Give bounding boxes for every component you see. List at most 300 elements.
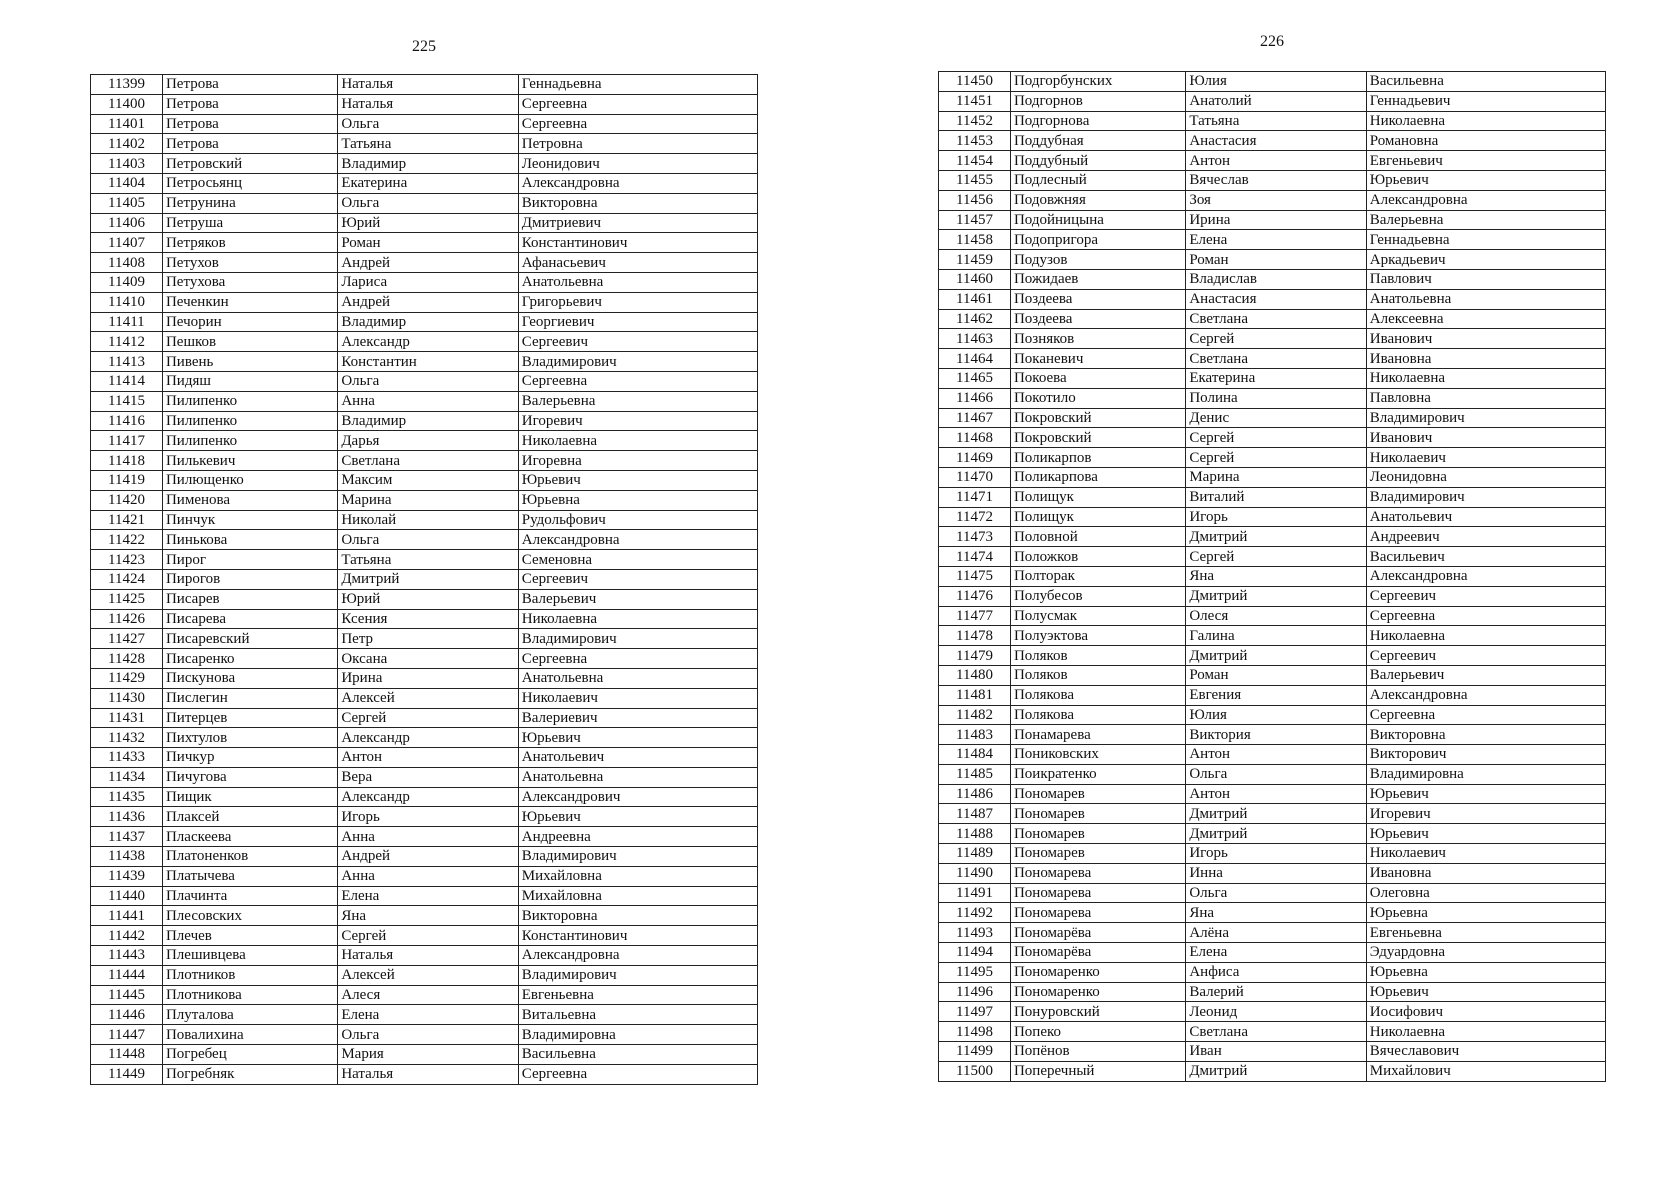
row-number: 11481	[939, 685, 1011, 705]
table-row	[91, 134, 758, 154]
surname-cell: Поперечный	[1010, 1061, 1185, 1081]
given-name-cell: Дмитрий	[1186, 824, 1366, 844]
row-number: 11477	[939, 606, 1011, 626]
row-number: 11464	[939, 349, 1011, 369]
row-number: 11480	[939, 665, 1011, 685]
given-name-cell: Яна	[338, 906, 518, 926]
table-row	[91, 391, 758, 411]
given-name-cell: Ольга	[338, 371, 518, 391]
given-name-cell: Александр	[338, 728, 518, 748]
row-number: 11424	[91, 569, 163, 589]
table-row	[91, 926, 758, 946]
given-name-cell: Сергей	[338, 708, 518, 728]
surname-cell: Пименова	[162, 490, 337, 510]
row-number: 11490	[939, 863, 1011, 883]
given-name-cell: Дмитрий	[1186, 1061, 1366, 1081]
surname-cell: Пичугова	[162, 767, 337, 787]
given-name-cell: Юрий	[338, 589, 518, 609]
patronymic-cell: Валерьевна	[518, 391, 757, 411]
surname-cell: Покровский	[1010, 408, 1185, 428]
surname-cell: Петровский	[162, 154, 337, 174]
given-name-cell: Инна	[1186, 863, 1366, 883]
patronymic-cell: Викторович	[1366, 745, 1605, 765]
patronymic-cell: Николаевич	[518, 688, 757, 708]
row-number: 11437	[91, 827, 163, 847]
given-name-cell: Ксения	[338, 609, 518, 629]
row-number: 11473	[939, 527, 1011, 547]
patronymic-cell: Иосифович	[1366, 1002, 1605, 1022]
given-name-cell: Юрий	[338, 213, 518, 233]
given-name-cell: Роман	[1186, 250, 1366, 270]
table-row	[91, 253, 758, 273]
surname-cell: Пономарев	[1010, 824, 1185, 844]
table-row	[91, 510, 758, 530]
table-row	[939, 962, 1606, 982]
surname-cell: Покотило	[1010, 388, 1185, 408]
patronymic-cell: Владимирович	[1366, 487, 1605, 507]
row-number: 11441	[91, 906, 163, 926]
table-row	[91, 451, 758, 471]
patronymic-cell: Сергеевна	[518, 371, 757, 391]
surname-cell: Положков	[1010, 547, 1185, 567]
row-number: 11482	[939, 705, 1011, 725]
given-name-cell: Наталья	[338, 94, 518, 114]
patronymic-cell: Александровна	[1366, 190, 1605, 210]
table-row	[91, 530, 758, 550]
table-row	[939, 329, 1606, 349]
surname-cell: Подойницына	[1010, 210, 1185, 230]
row-number: 11492	[939, 903, 1011, 923]
given-name-cell: Анастасия	[1186, 131, 1366, 151]
row-number: 11433	[91, 748, 163, 768]
row-number: 11488	[939, 824, 1011, 844]
table-row	[939, 111, 1606, 131]
given-name-cell: Роман	[338, 233, 518, 253]
surname-cell: Пивень	[162, 352, 337, 372]
surname-cell: Пидяш	[162, 371, 337, 391]
table-row	[91, 75, 758, 95]
surname-cell: Пирогов	[162, 569, 337, 589]
given-name-cell: Анфиса	[1186, 962, 1366, 982]
surname-cell: Плечев	[162, 926, 337, 946]
surname-cell: Пихтулов	[162, 728, 337, 748]
patronymic-cell: Владимирович	[518, 847, 757, 867]
given-name-cell: Антон	[338, 748, 518, 768]
given-name-cell: Сергей	[1186, 428, 1366, 448]
table-row	[91, 490, 758, 510]
patronymic-cell: Владимировна	[1366, 764, 1605, 784]
given-name-cell: Татьяна	[1186, 111, 1366, 131]
given-name-cell: Наталья	[338, 946, 518, 966]
given-name-cell: Олеся	[1186, 606, 1366, 626]
row-number: 11475	[939, 566, 1011, 586]
row-number: 11429	[91, 668, 163, 688]
surname-cell: Поляков	[1010, 646, 1185, 666]
patronymic-cell: Юрьевич	[518, 807, 757, 827]
given-name-cell: Елена	[338, 1005, 518, 1025]
patronymic-cell: Владимирович	[518, 352, 757, 372]
given-name-cell: Алексей	[338, 965, 518, 985]
table-row	[939, 903, 1606, 923]
given-name-cell: Полина	[1186, 388, 1366, 408]
patronymic-cell: Евгеньевна	[1366, 923, 1605, 943]
row-number: 11497	[939, 1002, 1011, 1022]
table-row	[939, 448, 1606, 468]
patronymic-cell: Владимирович	[518, 629, 757, 649]
patronymic-cell: Иванович	[1366, 428, 1605, 448]
table-row	[91, 470, 758, 490]
given-name-cell: Антон	[1186, 784, 1366, 804]
row-number: 11410	[91, 292, 163, 312]
surname-cell: Полубесов	[1010, 586, 1185, 606]
table-row	[939, 388, 1606, 408]
patronymic-cell: Анатольевна	[518, 668, 757, 688]
page-number: 225	[412, 38, 436, 55]
patronymic-cell: Юрьевич	[1366, 982, 1605, 1002]
table-row	[939, 824, 1606, 844]
table-row	[939, 487, 1606, 507]
patronymic-cell: Александровна	[518, 530, 757, 550]
given-name-cell: Ирина	[338, 668, 518, 688]
table-row	[91, 767, 758, 787]
patronymic-cell: Васильевич	[1366, 547, 1605, 567]
surname-cell: Петрова	[162, 134, 337, 154]
row-number: 11403	[91, 154, 163, 174]
given-name-cell: Дмитрий	[1186, 646, 1366, 666]
patronymic-cell: Вячеславович	[1366, 1042, 1605, 1062]
table-row	[939, 705, 1606, 725]
patronymic-cell: Анатольевна	[518, 272, 757, 292]
given-name-cell: Денис	[1186, 408, 1366, 428]
patronymic-cell: Павлович	[1366, 269, 1605, 289]
table-row	[939, 764, 1606, 784]
patronymic-cell: Анатольевна	[1366, 289, 1605, 309]
surname-cell: Пищик	[162, 787, 337, 807]
surname-cell: Пилипенко	[162, 391, 337, 411]
row-number: 11428	[91, 649, 163, 669]
patronymic-cell: Юрьевич	[1366, 824, 1605, 844]
given-name-cell: Евгения	[1186, 685, 1366, 705]
surname-cell: Писаревский	[162, 629, 337, 649]
patronymic-cell: Николаевна	[1366, 1022, 1605, 1042]
surname-cell: Пешков	[162, 332, 337, 352]
row-number: 11484	[939, 745, 1011, 765]
table-row	[939, 586, 1606, 606]
row-number: 11432	[91, 728, 163, 748]
patronymic-cell: Ивановна	[1366, 349, 1605, 369]
patronymic-cell: Юрьевна	[518, 490, 757, 510]
table-row	[939, 1042, 1606, 1062]
table-row	[91, 985, 758, 1005]
table-row	[91, 589, 758, 609]
surname-cell: Понамарева	[1010, 725, 1185, 745]
patronymic-cell: Юрьевна	[1366, 962, 1605, 982]
patronymic-cell: Николаевна	[1366, 368, 1605, 388]
surname-cell: Петухов	[162, 253, 337, 273]
row-number: 11465	[939, 368, 1011, 388]
row-number: 11439	[91, 866, 163, 886]
row-number: 11420	[91, 490, 163, 510]
surname-cell: Пономарева	[1010, 883, 1185, 903]
surname-cell: Петрова	[162, 94, 337, 114]
patronymic-cell: Юрьевич	[1366, 170, 1605, 190]
table-row	[91, 827, 758, 847]
given-name-cell: Мария	[338, 1045, 518, 1065]
row-number: 11435	[91, 787, 163, 807]
row-number: 11414	[91, 371, 163, 391]
row-number: 11447	[91, 1025, 163, 1045]
table-row	[939, 72, 1606, 92]
patronymic-cell: Сергеевич	[518, 569, 757, 589]
patronymic-cell: Андреевич	[1366, 527, 1605, 547]
row-number: 11455	[939, 170, 1011, 190]
patronymic-cell: Константинович	[518, 926, 757, 946]
given-name-cell: Владимир	[338, 154, 518, 174]
table-row	[939, 923, 1606, 943]
table-row	[91, 550, 758, 570]
table-row	[939, 1061, 1606, 1081]
row-number: 11459	[939, 250, 1011, 270]
surname-cell: Полторак	[1010, 566, 1185, 586]
surname-cell: Питерцев	[162, 708, 337, 728]
row-number: 11462	[939, 309, 1011, 329]
given-name-cell: Галина	[1186, 626, 1366, 646]
patronymic-cell: Валериевич	[518, 708, 757, 728]
row-number: 11431	[91, 708, 163, 728]
surname-cell: Поздеева	[1010, 289, 1185, 309]
table-row	[939, 943, 1606, 963]
row-number: 11496	[939, 982, 1011, 1002]
given-name-cell: Андрей	[338, 847, 518, 867]
surname-cell: Петрунина	[162, 193, 337, 213]
table-row	[939, 467, 1606, 487]
surname-cell: Плаксей	[162, 807, 337, 827]
row-number: 11423	[91, 550, 163, 570]
patronymic-cell: Сергеевна	[518, 114, 757, 134]
table-row	[91, 668, 758, 688]
surname-cell: Пилющенко	[162, 470, 337, 490]
given-name-cell: Дмитрий	[1186, 527, 1366, 547]
left-page	[90, 0, 758, 1085]
row-number: 11457	[939, 210, 1011, 230]
patronymic-cell: Евгеньевич	[1366, 151, 1605, 171]
table-row	[939, 804, 1606, 824]
given-name-cell: Вера	[338, 767, 518, 787]
row-number: 11425	[91, 589, 163, 609]
given-name-cell: Яна	[1186, 903, 1366, 923]
given-name-cell: Алеся	[338, 985, 518, 1005]
given-name-cell: Дмитрий	[1186, 586, 1366, 606]
patronymic-cell: Игоревич	[518, 411, 757, 431]
patronymic-cell: Рудольфович	[518, 510, 757, 530]
row-number: 11451	[939, 91, 1011, 111]
surname-cell: Петряков	[162, 233, 337, 253]
table-row	[91, 292, 758, 312]
surname-cell: Поляков	[1010, 665, 1185, 685]
patronymic-cell: Петровна	[518, 134, 757, 154]
row-number: 11407	[91, 233, 163, 253]
surname-cell: Петруша	[162, 213, 337, 233]
given-name-cell: Андрей	[338, 253, 518, 273]
surname-cell: Поликарпов	[1010, 448, 1185, 468]
surname-cell: Пинькова	[162, 530, 337, 550]
row-number: 11406	[91, 213, 163, 233]
surname-cell: Подузов	[1010, 250, 1185, 270]
patronymic-cell: Александрович	[518, 787, 757, 807]
patronymic-cell: Сергеевич	[518, 332, 757, 352]
given-name-cell: Антон	[1186, 745, 1366, 765]
patronymic-cell: Николаевна	[1366, 111, 1605, 131]
surname-cell: Плесовских	[162, 906, 337, 926]
table-row	[939, 547, 1606, 567]
given-name-cell: Анна	[338, 827, 518, 847]
table-row	[939, 151, 1606, 171]
surname-cell: Пономарева	[1010, 903, 1185, 923]
table-row	[91, 807, 758, 827]
patronymic-cell: Семеновна	[518, 550, 757, 570]
table-row	[91, 94, 758, 114]
surname-cell: Подгорнов	[1010, 91, 1185, 111]
table-row	[91, 154, 758, 174]
given-name-cell: Николай	[338, 510, 518, 530]
given-name-cell: Екатерина	[338, 173, 518, 193]
row-number: 11486	[939, 784, 1011, 804]
given-name-cell: Владислав	[1186, 269, 1366, 289]
given-name-cell: Анна	[338, 866, 518, 886]
surname-cell: Пичкур	[162, 748, 337, 768]
right-page	[938, 0, 1606, 1082]
surname-cell: Петухова	[162, 272, 337, 292]
row-number: 11436	[91, 807, 163, 827]
row-number: 11440	[91, 886, 163, 906]
given-name-cell: Сергей	[1186, 448, 1366, 468]
table-row	[939, 428, 1606, 448]
table-row	[91, 332, 758, 352]
patronymic-cell: Николаевна	[518, 431, 757, 451]
table-row	[939, 131, 1606, 151]
table-row	[939, 527, 1606, 547]
row-number: 11416	[91, 411, 163, 431]
table-row	[939, 250, 1606, 270]
surname-cell: Пилипенко	[162, 431, 337, 451]
surname-cell: Подгорбунских	[1010, 72, 1185, 92]
surname-cell: Понуровский	[1010, 1002, 1185, 1022]
surname-cell: Пономаренко	[1010, 962, 1185, 982]
patronymic-cell: Валерьевич	[518, 589, 757, 609]
surname-cell: Писарева	[162, 609, 337, 629]
row-number: 11468	[939, 428, 1011, 448]
surname-cell: Печенкин	[162, 292, 337, 312]
row-number: 11408	[91, 253, 163, 273]
row-number: 11491	[939, 883, 1011, 903]
given-name-cell: Юлия	[1186, 72, 1366, 92]
surname-cell: Погребняк	[162, 1064, 337, 1084]
given-name-cell: Елена	[1186, 230, 1366, 250]
row-number: 11444	[91, 965, 163, 985]
surname-cell: Поликарпова	[1010, 467, 1185, 487]
given-name-cell: Марина	[338, 490, 518, 510]
given-name-cell: Ольга	[338, 193, 518, 213]
patronymic-cell: Анатольевич	[518, 748, 757, 768]
surname-cell: Полякова	[1010, 705, 1185, 725]
surname-cell: Повалихина	[162, 1025, 337, 1045]
given-name-cell: Елена	[1186, 943, 1366, 963]
given-name-cell: Наталья	[338, 1064, 518, 1084]
row-number: 11430	[91, 688, 163, 708]
table-row	[91, 906, 758, 926]
row-number: 11401	[91, 114, 163, 134]
surname-cell: Пономарева	[1010, 863, 1185, 883]
table-row	[939, 91, 1606, 111]
row-number: 11448	[91, 1045, 163, 1065]
page-number: 226	[1260, 33, 1284, 50]
row-number: 11471	[939, 487, 1011, 507]
patronymic-cell: Михайловна	[518, 886, 757, 906]
patronymic-cell: Владимировна	[518, 1025, 757, 1045]
table-row	[939, 210, 1606, 230]
surname-cell: Пирог	[162, 550, 337, 570]
given-name-cell: Ольга	[338, 114, 518, 134]
patronymic-cell: Сергеевна	[1366, 606, 1605, 626]
given-name-cell: Светлана	[1186, 1022, 1366, 1042]
patronymic-cell: Сергеевна	[518, 649, 757, 669]
row-number: 11434	[91, 767, 163, 787]
surname-cell: Плешивцева	[162, 946, 337, 966]
surname-cell: Пониковских	[1010, 745, 1185, 765]
given-name-cell: Александр	[338, 332, 518, 352]
row-number: 11438	[91, 847, 163, 867]
table-row	[91, 708, 758, 728]
surname-cell: Платычева	[162, 866, 337, 886]
row-number: 11405	[91, 193, 163, 213]
surname-cell: Полусмак	[1010, 606, 1185, 626]
table-row	[939, 1022, 1606, 1042]
surname-cell: Поддубная	[1010, 131, 1185, 151]
table-row	[91, 213, 758, 233]
table-row	[91, 886, 758, 906]
patronymic-cell: Александровна	[1366, 685, 1605, 705]
surname-cell: Печорин	[162, 312, 337, 332]
patronymic-cell: Геннадьевна	[518, 75, 757, 95]
table-row	[91, 946, 758, 966]
patronymic-cell: Олеговна	[1366, 883, 1605, 903]
table-row	[91, 411, 758, 431]
patronymic-cell: Владимирович	[1366, 408, 1605, 428]
given-name-cell: Сергей	[1186, 547, 1366, 567]
given-name-cell: Оксана	[338, 649, 518, 669]
patronymic-cell: Николаевна	[1366, 626, 1605, 646]
surname-cell: Петросьянц	[162, 173, 337, 193]
surname-cell: Плачинта	[162, 886, 337, 906]
row-number: 11452	[939, 111, 1011, 131]
given-name-cell: Игорь	[1186, 844, 1366, 864]
given-name-cell: Виктория	[1186, 725, 1366, 745]
surname-cell: Полищук	[1010, 487, 1185, 507]
surname-cell: Покоева	[1010, 368, 1185, 388]
given-name-cell: Леонид	[1186, 1002, 1366, 1022]
surname-cell: Пономарев	[1010, 804, 1185, 824]
row-number: 11466	[939, 388, 1011, 408]
row-number: 11458	[939, 230, 1011, 250]
table-row	[939, 408, 1606, 428]
surname-cell: Попеко	[1010, 1022, 1185, 1042]
row-number: 11449	[91, 1064, 163, 1084]
table-row	[939, 606, 1606, 626]
given-name-cell: Анатолий	[1186, 91, 1366, 111]
patronymic-cell: Валерьевич	[1366, 665, 1605, 685]
table-row	[939, 883, 1606, 903]
given-name-cell: Сергей	[1186, 329, 1366, 349]
